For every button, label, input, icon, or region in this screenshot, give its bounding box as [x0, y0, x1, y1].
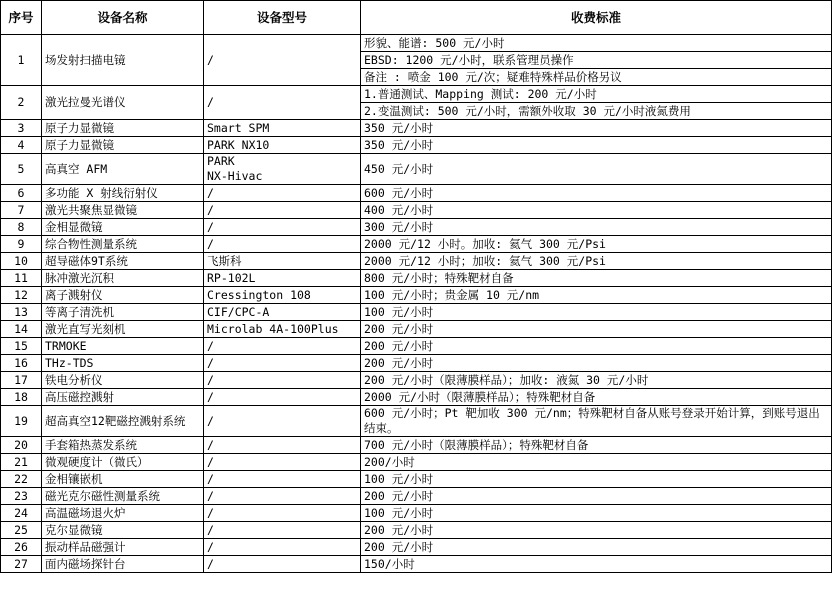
- table-row: [1, 321, 832, 338]
- row-price: 800 元/小时；特殊靶材自备: [361, 270, 832, 287]
- row-price: 600 元/小时: [361, 185, 832, 202]
- row-name: 多功能 X 射线衍射仪: [42, 185, 204, 202]
- row-price: 200/小时: [361, 454, 832, 471]
- row-price: 700 元/小时（限薄膜样品）；特殊靶材自备: [361, 437, 832, 454]
- table-row: [1, 389, 832, 406]
- row-name: 场发射扫描电镜: [42, 35, 204, 86]
- row-price: 2000 元/小时（限薄膜样品）；特殊靶材自备: [361, 389, 832, 406]
- row-name: 超高真空12靶磁控溅射系统: [42, 406, 204, 437]
- row-price: 450 元/小时: [361, 154, 832, 185]
- table-row: [1, 372, 832, 389]
- row-name: 微观硬度计（微氏）: [42, 454, 204, 471]
- table-row: [1, 539, 832, 556]
- row-name: 离子溅射仪: [42, 287, 204, 304]
- row-price: 200 元/小时: [361, 338, 832, 355]
- row-price: 200 元/小时（限薄膜样品）；加收: 液氮 30 元/小时: [361, 372, 832, 389]
- row-model: /: [204, 389, 361, 406]
- row-name: 激光拉曼光谱仪: [42, 86, 204, 120]
- row-index: 26: [1, 539, 42, 556]
- table-row: [1, 120, 832, 137]
- row-name: 高真空 AFM: [42, 154, 204, 185]
- row-model: /: [204, 219, 361, 236]
- row-name: 综合物性测量系统: [42, 236, 204, 253]
- row-model: /: [204, 539, 361, 556]
- row-name: 激光直写光刻机: [42, 321, 204, 338]
- row-price: 200 元/小时: [361, 321, 832, 338]
- table-row: [1, 505, 832, 522]
- row-model: /: [204, 522, 361, 539]
- row-price: 形貌、能谱: 500 元/小时: [361, 35, 832, 52]
- row-model: /: [204, 406, 361, 437]
- row-model: [204, 154, 361, 185]
- header-price: 收费标准: [361, 1, 832, 35]
- row-index: 6: [1, 185, 42, 202]
- row-model: /: [204, 454, 361, 471]
- row-price: 150/小时: [361, 556, 832, 573]
- row-name: TRMOKE: [42, 338, 204, 355]
- row-name: 手套箱热蒸发系统: [42, 437, 204, 454]
- row-index: 15: [1, 338, 42, 355]
- row-index: 5: [1, 154, 42, 185]
- row-price: 100 元/小时: [361, 505, 832, 522]
- table-row: [1, 355, 832, 372]
- row-model: Microlab 4A-100Plus: [204, 321, 361, 338]
- table-row: [1, 304, 832, 321]
- row-model: /: [204, 556, 361, 573]
- row-index: 7: [1, 202, 42, 219]
- row-index: 11: [1, 270, 42, 287]
- row-name: 高压磁控溅射: [42, 389, 204, 406]
- table-row: [1, 236, 832, 253]
- row-name: 磁光克尔磁性测量系统: [42, 488, 204, 505]
- row-name: 金相镶嵌机: [42, 471, 204, 488]
- row-index: 9: [1, 236, 42, 253]
- row-price: 200 元/小时: [361, 539, 832, 556]
- row-index: 3: [1, 120, 42, 137]
- row-name: 振动样品磁强计: [42, 539, 204, 556]
- row-index: 13: [1, 304, 42, 321]
- row-price: EBSD: 1200 元/小时，联系管理员操作: [361, 52, 832, 69]
- row-price: 100 元/小时: [361, 471, 832, 488]
- table-row: [1, 154, 832, 185]
- row-index: 12: [1, 287, 42, 304]
- row-model: RP-102L: [204, 270, 361, 287]
- row-model-line: NX-Hivac: [207, 169, 263, 183]
- row-name: 激光共聚焦显微镜: [42, 202, 204, 219]
- row-name: 脉冲激光沉积: [42, 270, 204, 287]
- row-price: 2.变温测试: 500 元/小时，需额外收取 30 元/小时液氮费用: [361, 103, 832, 120]
- row-name: 原子力显微镜: [42, 137, 204, 154]
- row-name: 超导磁体9T系统: [42, 253, 204, 270]
- row-price: 200 元/小时: [361, 488, 832, 505]
- row-price: 100 元/小时；贵金属 10 元/nm: [361, 287, 832, 304]
- row-index: 2: [1, 86, 42, 120]
- header-row: [1, 1, 832, 35]
- row-price: 400 元/小时: [361, 202, 832, 219]
- row-name: 面内磁场探针台: [42, 556, 204, 573]
- header-model: 设备型号: [204, 1, 361, 35]
- row-name: 铁电分析仪: [42, 372, 204, 389]
- row-model: Cressington 108: [204, 287, 361, 304]
- row-name: THz-TDS: [42, 355, 204, 372]
- table-row: [1, 35, 832, 52]
- row-price: 200 元/小时: [361, 355, 832, 372]
- row-name: 金相显微镜: [42, 219, 204, 236]
- row-model: /: [204, 471, 361, 488]
- row-index: 23: [1, 488, 42, 505]
- row-index: 20: [1, 437, 42, 454]
- row-name: 克尔显微镜: [42, 522, 204, 539]
- row-name: 高温磁场退火炉: [42, 505, 204, 522]
- table-row: [1, 488, 832, 505]
- row-model: Smart SPM: [204, 120, 361, 137]
- row-price: 600 元/小时；Pt 靶加收 300 元/nm；特殊靶材自备从账号登录开始计算，到账号退出结束。: [361, 406, 832, 437]
- table-row: [1, 137, 832, 154]
- table-row: [1, 270, 832, 287]
- row-name: 等离子清洗机: [42, 304, 204, 321]
- row-name: 原子力显微镜: [42, 120, 204, 137]
- row-model: /: [204, 202, 361, 219]
- row-index: 14: [1, 321, 42, 338]
- row-model: /: [204, 185, 361, 202]
- row-model: 飞斯科: [204, 253, 361, 270]
- row-index: 17: [1, 372, 42, 389]
- table-row: [1, 471, 832, 488]
- row-index: 18: [1, 389, 42, 406]
- row-price: 350 元/小时: [361, 137, 832, 154]
- row-price: 200 元/小时: [361, 522, 832, 539]
- row-model: /: [204, 236, 361, 253]
- row-index: 1: [1, 35, 42, 86]
- table-row: [1, 86, 832, 103]
- row-price: 2000 元/12 小时。加收: 氦气 300 元/Psi: [361, 236, 832, 253]
- table-row: [1, 253, 832, 270]
- table-row: [1, 338, 832, 355]
- table-row: [1, 202, 832, 219]
- row-price: 100 元/小时: [361, 304, 832, 321]
- row-model: /: [204, 86, 361, 120]
- table-row: [1, 454, 832, 471]
- row-index: 10: [1, 253, 42, 270]
- table-row: [1, 556, 832, 573]
- table-row: [1, 219, 832, 236]
- table-row: [1, 406, 832, 437]
- row-index: 19: [1, 406, 42, 437]
- header-name: 设备名称: [42, 1, 204, 35]
- row-model: CIF/CPC-A: [204, 304, 361, 321]
- row-index: 27: [1, 556, 42, 573]
- header-index: 序号: [1, 1, 42, 35]
- row-index: 25: [1, 522, 42, 539]
- row-model: /: [204, 35, 361, 86]
- row-price: 350 元/小时: [361, 120, 832, 137]
- row-index: 16: [1, 355, 42, 372]
- row-price: 1.普通测试、Mapping 测试: 200 元/小时: [361, 86, 832, 103]
- row-model: /: [204, 355, 361, 372]
- row-model: /: [204, 372, 361, 389]
- row-model: PARK NX10: [204, 137, 361, 154]
- row-model-line: PARK: [207, 154, 235, 168]
- row-index: 21: [1, 454, 42, 471]
- row-price: 300 元/小时: [361, 219, 832, 236]
- row-price: 备注 : 喷金 100 元/次；疑难特殊样品价格另议: [361, 69, 832, 86]
- table-row: [1, 185, 832, 202]
- row-index: 4: [1, 137, 42, 154]
- row-model: /: [204, 488, 361, 505]
- row-index: 24: [1, 505, 42, 522]
- table-row: [1, 522, 832, 539]
- row-model: /: [204, 437, 361, 454]
- row-model: /: [204, 505, 361, 522]
- table-row: [1, 437, 832, 454]
- row-index: 22: [1, 471, 42, 488]
- row-index: 8: [1, 219, 42, 236]
- row-price: 2000 元/12 小时；加收: 氦气 300 元/Psi: [361, 253, 832, 270]
- table-row: [1, 287, 832, 304]
- row-model: /: [204, 338, 361, 355]
